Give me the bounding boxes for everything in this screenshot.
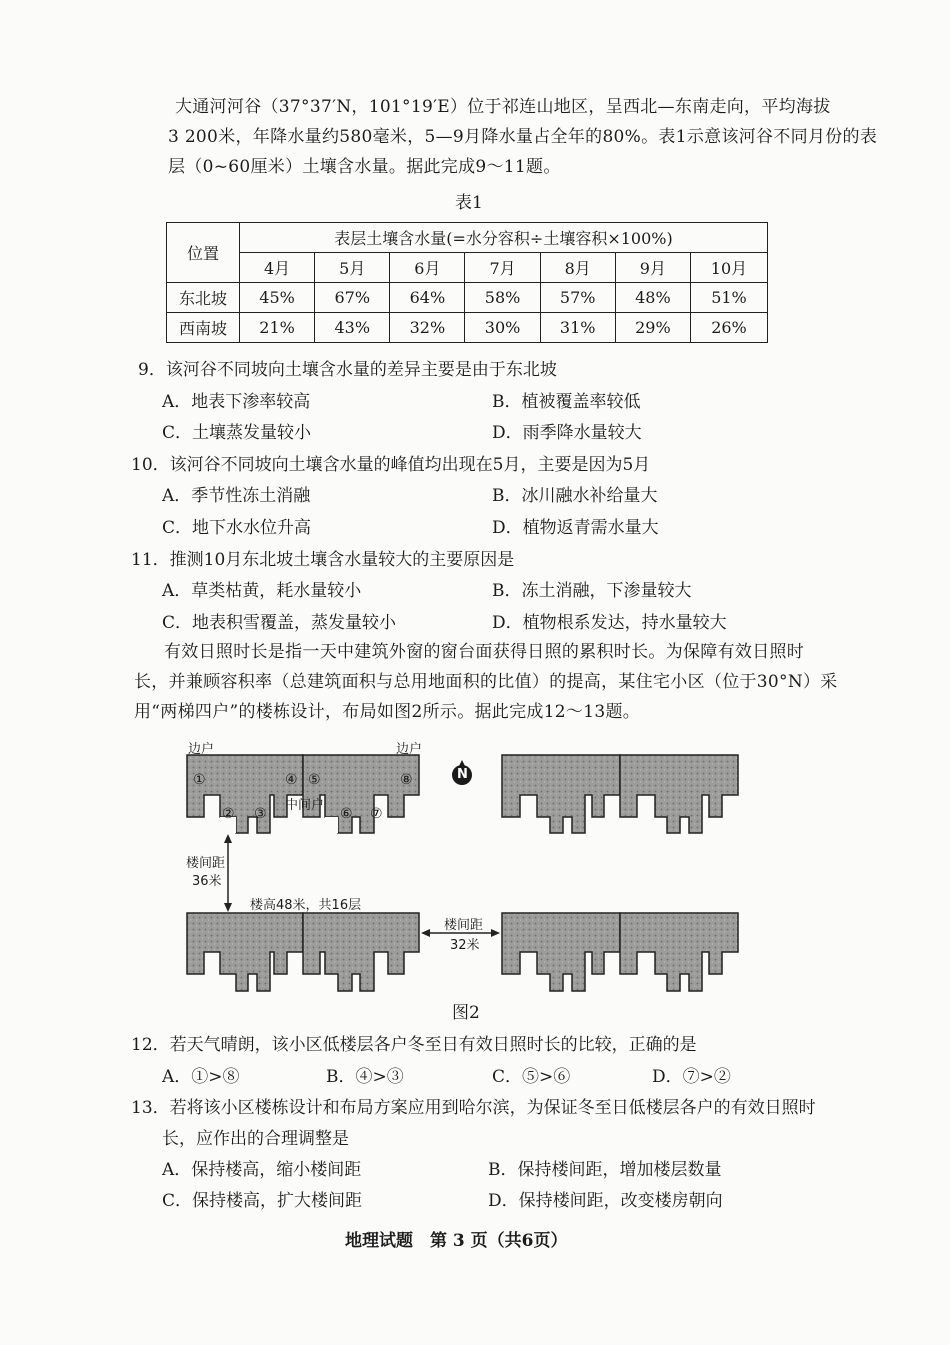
- row-label: 西南坡: [167, 313, 240, 343]
- unit-2-marker: ②: [222, 806, 235, 822]
- q13-option-a[interactable]: A．保持楼高，缩小楼间距: [162, 1160, 362, 1180]
- value-cell: 29%: [615, 313, 690, 343]
- q13-option-b[interactable]: B．保持楼间距，增加楼层数量: [488, 1160, 722, 1180]
- value-cell: 26%: [690, 313, 767, 343]
- month-cell: 8月: [540, 253, 615, 283]
- intro-paragraph-2: [134, 637, 838, 727]
- q10-option-a[interactable]: A．季节性冻土消融: [162, 486, 311, 506]
- edge-unit-label-right: 边户: [396, 742, 423, 757]
- figure-caption: 图2: [452, 1003, 480, 1023]
- unit-1-marker: ①: [193, 772, 206, 788]
- q11-option-b[interactable]: B．冻土消融，下渗量较大: [492, 581, 692, 601]
- q11-option-c[interactable]: C．地表积雪覆盖，蒸发量较小: [162, 613, 397, 633]
- north-label: N: [457, 767, 468, 782]
- month-cell: 10月: [690, 253, 767, 283]
- q12-option-c[interactable]: C．⑤>⑥: [492, 1067, 571, 1087]
- unit-3-marker: ③: [254, 806, 267, 822]
- intro2-line-2: 长，并兼顾容积率（总建筑面积与总用地面积的比值）的提高，某住宅小区（位于30°N）采: [134, 672, 838, 692]
- q13-option-d[interactable]: D．保持楼间距，改变楼房朝向: [488, 1191, 723, 1211]
- page-footer: 地理试题 第 3 页（共6页）: [345, 1231, 568, 1251]
- question-9-stem: 9．该河谷不同坡向土壤含水量的差异主要是由于东北坡: [138, 360, 557, 380]
- value-cell: 48%: [615, 283, 690, 313]
- q10-option-d[interactable]: D．植物返青需水量大: [492, 518, 659, 538]
- question-11-stem: 11．推测10月东北坡土壤含水量较大的主要原因是: [131, 550, 515, 570]
- value-cell: 58%: [465, 283, 540, 313]
- building-height-label: 楼高48米，共16层: [250, 898, 362, 913]
- value-cell: 32%: [390, 313, 465, 343]
- q11-option-a[interactable]: A．草类枯黄，耗水量较小: [162, 581, 362, 601]
- intro2-line-1: 有效日照时长是指一天中建筑外窗的窗台面获得日照的累积时长。为保障有效日照时: [164, 642, 805, 662]
- month-cell: 5月: [315, 253, 390, 283]
- building-layout-figure: [0, 730, 950, 1030]
- edge-unit-label-left: 边户: [188, 742, 215, 757]
- unit-8-marker: ⑧: [400, 772, 413, 788]
- month-cell: 4月: [240, 253, 315, 283]
- intro1-line-2: 3 200米，年降水量约580毫米，5—9月降水量占全年的80%。表1示意该河谷不同月份的表: [168, 127, 878, 147]
- intro-paragraph-1: [168, 92, 877, 182]
- question-13-stem-line-2: 长，应作出的合理调整是: [162, 1129, 349, 1149]
- intro1-line-1: 大通河河谷（37°37′N，101°19′E）位于祁连山地区，呈西北—东南走向，平均海拔: [175, 97, 831, 117]
- month-cell: 6月: [390, 253, 465, 283]
- middle-unit-label: 中间户: [285, 798, 325, 813]
- value-cell: 43%: [315, 313, 390, 343]
- month-cell: 9月: [615, 253, 690, 283]
- q10-option-c[interactable]: C．地下水水位升高: [162, 518, 312, 538]
- intro2-line-3: 用“两梯四户”的楼栋设计，布局如图2所示。据此完成12～13题。: [134, 702, 641, 722]
- value-cell: 57%: [540, 283, 615, 313]
- intro1-line-3: 层（0~60厘米）土壤含水量。据此完成9～11题。: [168, 157, 561, 177]
- q12-option-b[interactable]: B．④>③: [326, 1067, 404, 1087]
- table-caption: 表1: [455, 193, 483, 213]
- question-12-stem: 12．若天气晴朗，该小区低楼层各户冬至日有效日照时长的比较，正确的是: [131, 1035, 697, 1055]
- vertical-spacing-arrow: [224, 834, 232, 912]
- q12-option-a[interactable]: A．①>⑧: [162, 1067, 240, 1087]
- table-row: [167, 283, 768, 313]
- q9-option-d[interactable]: D．雨季降水量较大: [492, 423, 642, 443]
- unit-4-marker: ④: [285, 772, 298, 788]
- unit-5-marker: ⑤: [308, 772, 321, 788]
- q9-option-a[interactable]: A．地表下渗率较高: [162, 392, 311, 412]
- table-corner-cell: 位置: [167, 223, 240, 283]
- value-cell: 21%: [240, 313, 315, 343]
- row-label: 东北坡: [167, 283, 240, 313]
- value-cell: 67%: [315, 283, 390, 313]
- value-cell: 31%: [540, 313, 615, 343]
- horizontal-spacing-label: 楼间距: [444, 918, 484, 933]
- unit-6-marker: ⑥: [340, 806, 353, 822]
- building-top-right: [502, 755, 738, 833]
- building-bottom-left: [187, 913, 419, 991]
- question-13-stem-line-1: 13．若将该小区楼栋设计和布局方案应用到哈尔滨，为保证冬至日低楼层各户的有效日照时: [131, 1098, 816, 1118]
- q9-option-b[interactable]: B．植被覆盖率较低: [492, 392, 641, 412]
- table-row: [167, 313, 768, 343]
- value-cell: 45%: [240, 283, 315, 313]
- table-month-row: [167, 253, 768, 283]
- vertical-spacing-value: 36米: [192, 874, 222, 889]
- horizontal-spacing-value: 32米: [450, 938, 480, 953]
- month-cell: 7月: [465, 253, 540, 283]
- q11-option-d[interactable]: D．植物根系发达，持水量较大: [492, 613, 727, 633]
- building-bottom-right: [502, 913, 738, 991]
- value-cell: 64%: [390, 283, 465, 313]
- value-cell: 51%: [690, 283, 767, 313]
- q13-option-c[interactable]: C．保持楼高，扩大楼间距: [162, 1191, 363, 1211]
- value-cell: 30%: [465, 313, 540, 343]
- table-header-cell: 表层土壤含水量(=水分容积÷土壤容积×100%): [240, 223, 768, 253]
- vertical-spacing-label: 楼间距: [186, 856, 226, 871]
- q10-option-b[interactable]: B．冰川融水补给量大: [492, 486, 658, 506]
- unit-7-marker: ⑦: [370, 806, 383, 822]
- q9-option-c[interactable]: C．土壤蒸发量较小: [162, 423, 312, 443]
- q12-option-d[interactable]: D．⑦>②: [652, 1067, 731, 1087]
- question-10-stem: 10．该河谷不同坡向土壤含水量的峰值均出现在5月，主要是因为5月: [131, 455, 651, 475]
- soil-moisture-table: [166, 222, 768, 343]
